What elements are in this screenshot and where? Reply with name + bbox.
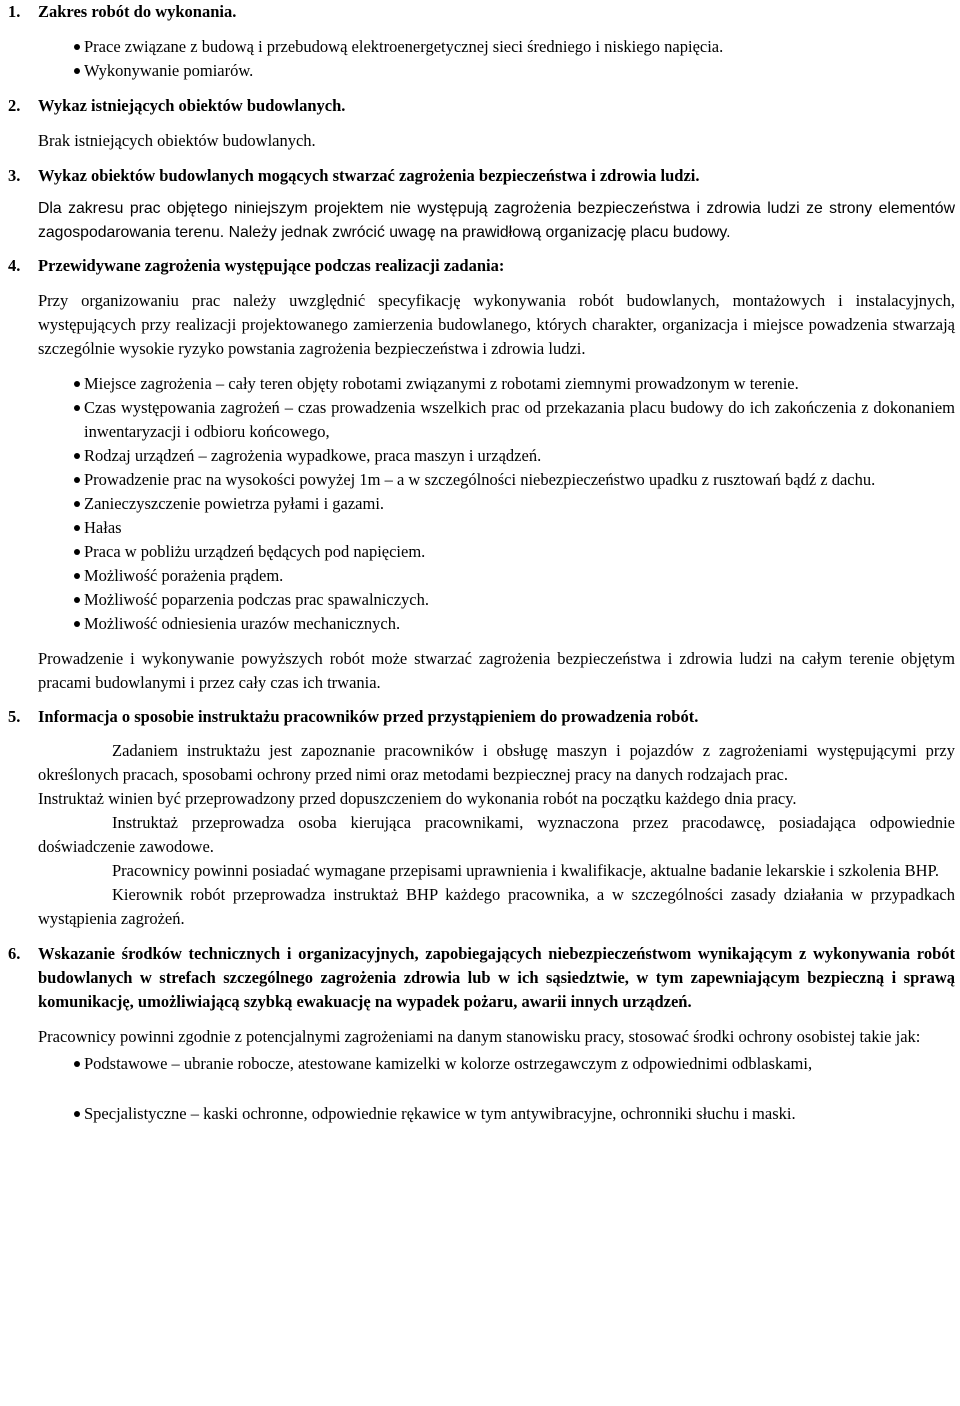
list-item: Zanieczyszczenie powietrza pyłami i gazami. [8,492,955,516]
section-number: 2. [8,96,21,115]
section-2-heading [8,94,955,118]
bullet-icon [74,372,84,396]
bullet-icon [74,35,84,59]
bullet-icon [74,468,84,492]
section-3-heading [8,164,955,188]
bullet-icon [74,59,84,83]
bullet-icon [74,1052,84,1076]
section-5-paragraph-5: Kierownik robót przeprowadza instruktaż BHP każdego pracownika, a w szczególności zasady działania w przypadkach wystąpienia zagrożeń. [38,885,955,928]
section-title: Wskazanie środków technicznych i organizacyjnych, zapobiegających niebezpieczeństwom wynikającym z wykonywania robót budowlanych w strefach szczególnego zagrożenia zdrowia lub w ich sąsiedztwie, w tym zapewniającym bezpieczną i sprawą komunikację, umożliwiającą szybką ewakuację na wypadek pożaru, awarii innych urządzeń. [38,944,955,1011]
section-5-paragraph-4: Pracownicy powinni posiadać wymagane przepisami uprawnienia i kwalifikacje, aktualne badanie lekarskie i szkolenia BHP. [112,861,940,880]
bullet-icon [74,516,84,540]
list-item: Możliwość odniesienia urazów mechanicznych. [8,612,955,636]
list-item: Rodzaj urządzeń – zagrożenia wypadkowe, praca maszyn i urządzeń. [8,444,955,468]
section-6-list [8,1052,955,1126]
bullet-icon [74,492,84,516]
section-title: Zakres robót do wykonania. [38,2,237,21]
section-number: 6. [8,944,21,963]
list-item: Specjalistyczne – kaski ochronne, odpowiednie rękawice w tym antywibracyjne, ochronniki słuchu i maski. [8,1102,955,1126]
section-1-list [8,35,955,83]
section-5-paragraph-1: Zadaniem instruktażu jest zapoznanie pracowników i obsługę maszyn i pojazdów z zagrożeniami występującymi przy określonych pracach, sposobami ochrony przed nimi oraz metodami bezpiecznej pracy na danych rodzajach prac. [38,741,955,784]
section-6-intro: Pracownicy powinni zgodnie z potencjalnymi zagrożeniami na danym stanowisku pracy, stosować środki ochrony osobistej takie jak: [38,1027,921,1046]
bullet-icon [74,1102,84,1126]
bullet-icon [74,444,84,468]
section-number: 3. [8,166,21,185]
section-4-closing: Prowadzenie i wykonywanie powyższych robót może stwarzać zagrożenia bezpieczeństwa i zdrowia ludzi na całym terenie objętym pracami budowlanymi i przez cały czas ich trwania. [38,649,955,692]
list-item: Możliwość poparzenia podczas prac spawalniczych. [8,588,955,612]
list-item: Miejsce zagrożenia – cały teren objęty robotami związanymi z robotami ziemnymi prowadzonym w terenie. [8,372,955,396]
section-number: 1. [8,2,21,21]
section-title: Wykaz obiektów budowlanych mogących stwarzać zagrożenia bezpieczeństwa i zdrowia ludzi. [38,166,700,185]
section-5-paragraph-2: Instruktaż winien być przeprowadzony przed dopuszczeniem do wykonania robót na początku każdego dnia pracy. [38,789,797,808]
section-5-paragraph-3: Instruktaż przeprowadza osoba kierująca pracownikami, wyznaczona przez pracodawcę, posiadająca odpowiednie doświadczenie zawodowe. [38,813,955,856]
section-1-heading [8,0,955,24]
list-item: Podstawowe – ubranie robocze, atestowane kamizelki w kolorze ostrzegawczym z odpowiednimi odblaskami, [8,1052,955,1076]
bullet-icon [74,588,84,612]
section-6-heading [8,942,955,1014]
section-title: Informacja o sposobie instruktażu pracowników przed przystąpieniem do prowadzenia robót. [38,707,699,726]
section-4-intro: Przy organizowaniu prac należy uwzględnić specyfikację wykonywania robót budowlanych, montażowych i instalacyjnych, występujących przy realizacji projektowanego zamierzenia budowlanego, których charakter, organizacja i miejsce powadzenia stwarzają szczególnie wysokie ryzyko powstania zagrożenia bezpieczeństwa i zdrowia ludzi. [38,291,955,358]
list-item: Prowadzenie prac na wysokości powyżej 1m – a w szczególności niebezpieczeństwo upadku z rusztowań bądź z dachu. [8,468,955,492]
section-number: 4. [8,256,21,275]
list-item: Możliwość porażenia prądem. [8,564,955,588]
section-5-heading [8,705,955,729]
bullet-icon [74,540,84,564]
list-item: Wykonywanie pomiarów. [8,59,955,83]
bullet-icon [74,612,84,636]
document-page [8,0,955,1126]
bullet-icon [74,396,84,420]
list-item: Hałas [8,516,955,540]
section-3-text: Dla zakresu prac objętego niniejszym projektem nie występują zagrożenia bezpieczeństwa i zdrowia ludzi ze strony elementów zagospodarowania terenu. Należy jednak zwrócić uwagę na prawidłową organizację placu budowy. [38,200,955,241]
section-4-heading [8,254,955,278]
list-item: Prace związane z budową i przebudową elektroenergetycznej sieci średniego i niskiego napięcia. [8,35,955,59]
list-item: Praca w pobliżu urządzeń będących pod napięciem. [8,540,955,564]
list-item: Czas występowania zagrożeń – czas prowadzenia wszelkich prac od przekazania placu budowy do ich zakończenia z dokonaniem inwentaryzacji i odbioru końcowego, [8,396,955,444]
section-2-text: Brak istniejących obiektów budowlanych. [38,131,316,150]
section-title: Przewidywane zagrożenia występujące podczas realizacji zadania: [38,256,505,275]
section-4-list [8,372,955,636]
section-title: Wykaz istniejących obiektów budowlanych. [38,96,346,115]
section-number: 5. [8,707,21,726]
bullet-icon [74,564,84,588]
